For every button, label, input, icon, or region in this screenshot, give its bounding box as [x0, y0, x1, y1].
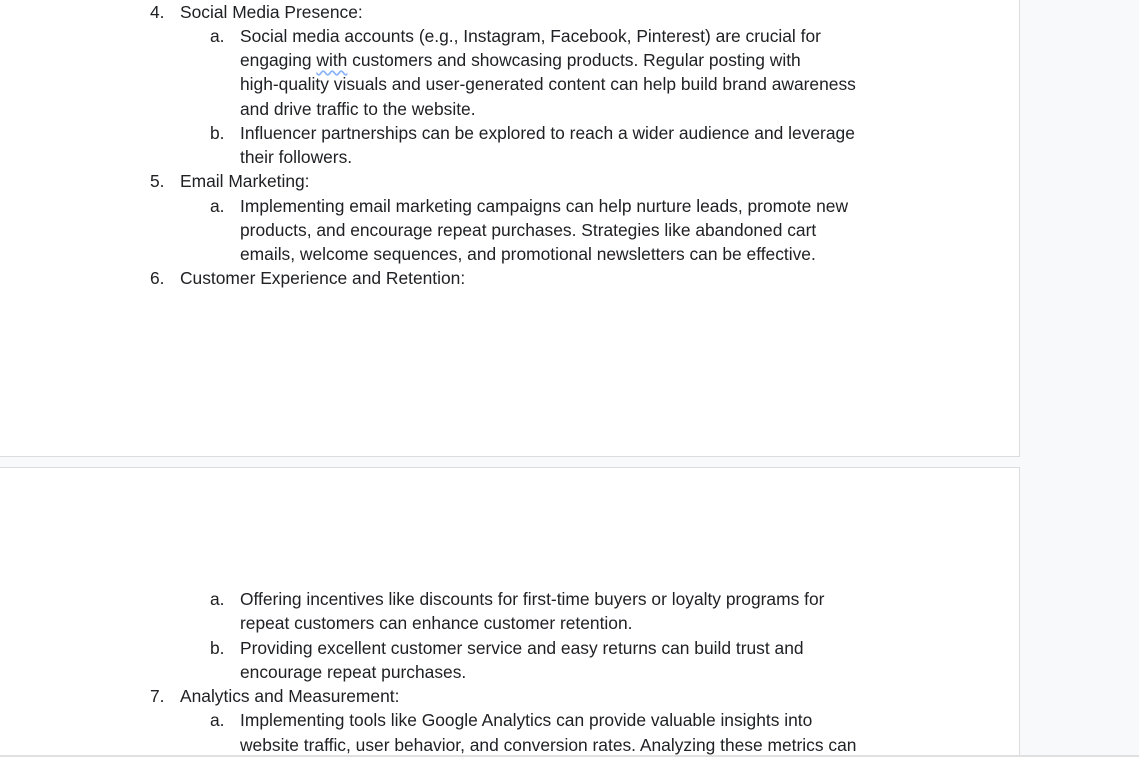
- list-heading: Social Media Presence:: [180, 2, 363, 22]
- paragraph-line: Providing excellent customer service and easy returns can build trust and: [240, 638, 804, 658]
- text-run: engaging: [240, 50, 317, 70]
- text-run: website traffic, user: [240, 735, 395, 755]
- paragraph-line[interactable]: high-quality visuals and user-generated content can help build brand awareness: [240, 74, 856, 94]
- list-number: 5.: [150, 171, 165, 191]
- list-number: 7.: [150, 686, 165, 706]
- spelling-suggestion-word[interactable]: behavior: [394, 735, 461, 755]
- paragraph-line[interactable]: products, and encourage repeat purchases. Strategies like abandoned cart: [240, 220, 817, 240]
- paragraph-line: Implementing email marketing campaigns can help nurture leads, promote new: [240, 196, 849, 216]
- list-letter: a.: [210, 710, 225, 730]
- list-letter: a.: [210, 589, 225, 609]
- text-run: customers and showcasing products. Regular posting with: [347, 50, 801, 70]
- grammar-suggestion-word[interactable]: with: [316, 50, 348, 70]
- paragraph-line: Implementing tools like Google Analytics can provide valuable insights into: [240, 710, 813, 730]
- text-run: , and conversion rates.: [460, 735, 640, 755]
- paragraph-line[interactable]: repeat customers can enhance customer retention.: [240, 613, 633, 633]
- paragraph-line[interactable]: [240, 733, 856, 757]
- paragraph-line: Influencer partnerships can be explored to reach a wider audience and leverage: [240, 123, 855, 143]
- list-letter: a.: [210, 196, 225, 216]
- paragraph-line[interactable]: emails, welcome sequences, and promotional newsletters can be effective.: [240, 244, 816, 264]
- paragraph-line[interactable]: and drive traffic to the website.: [240, 99, 476, 119]
- list-heading: Customer Experience and Retention:: [180, 268, 466, 288]
- list-letter: b.: [210, 638, 225, 658]
- paragraph-line[interactable]: their followers.: [240, 147, 353, 167]
- list-heading: Analytics and Measurement:: [180, 686, 400, 706]
- list-number: 4.: [150, 2, 165, 22]
- list-letter: a.: [210, 26, 225, 46]
- list-letter: b.: [210, 123, 225, 143]
- spelling-suggestion-word[interactable]: Analyzing: [639, 735, 716, 755]
- text-run: these metrics can: [715, 735, 857, 755]
- paragraph-line: Social media accounts (e.g., Instagram, Facebook, Pinterest) are crucial for: [240, 26, 821, 46]
- paragraph-line[interactable]: [240, 48, 801, 72]
- paragraph-line: Offering incentives like discounts for first-time buyers or loyalty programs for: [240, 589, 825, 609]
- list-number: 6.: [150, 268, 165, 288]
- paragraph-line[interactable]: encourage repeat purchases.: [240, 662, 467, 682]
- list-heading: Email Marketing:: [180, 171, 310, 191]
